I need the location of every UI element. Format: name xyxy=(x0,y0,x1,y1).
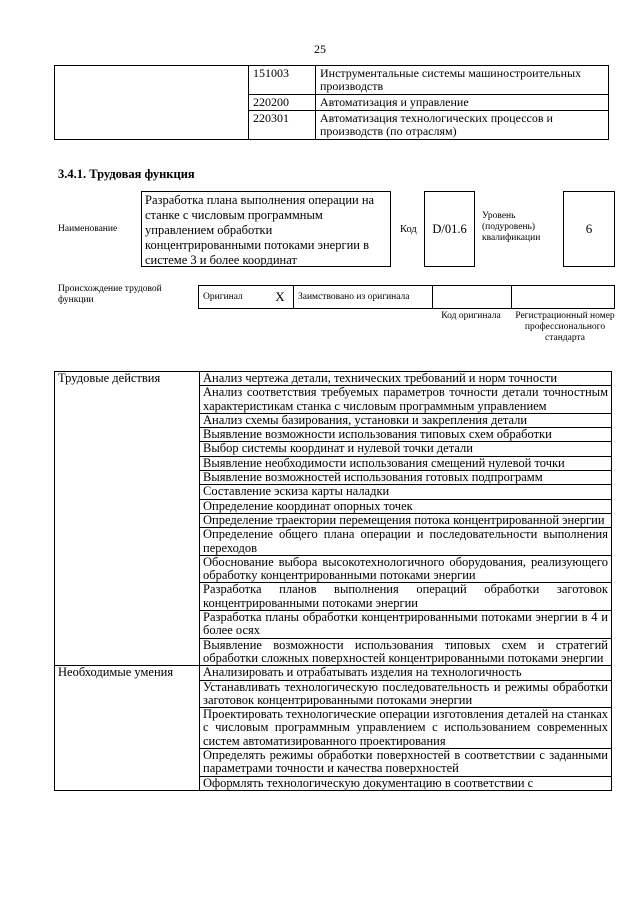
qualification-level: 6 xyxy=(563,191,615,267)
list-item: Выявление возможности использования типовых схем и стратегий обработки сложных поверхностей концентрированными потоками энергии xyxy=(200,638,612,666)
table-row xyxy=(199,286,615,309)
list-item: Проектировать технологические операции изготовления деталей на станках с числовым программным управлением с использованием современных систем автоматизированного проектирования xyxy=(200,708,612,749)
list-item: Анализ схемы базирования, установки и закрепления детали xyxy=(200,413,612,427)
level-label: Уровень (подуровень) квалификации xyxy=(482,211,541,243)
list-item: Определение траектории перемещения потока концентрированной энергии xyxy=(200,513,612,527)
spec-code: 220301 xyxy=(249,111,316,140)
specialties-table xyxy=(54,65,609,140)
function-code: D/01.6 xyxy=(424,191,475,267)
list-item: Определение координат опорных точек xyxy=(200,499,612,513)
empty-cell xyxy=(55,66,249,140)
list-item: Устанавливать технологическую последовательность и режимы обработки заготовок концентрированными потоками энергии xyxy=(200,680,612,708)
required-skills-label: Необходимые умения xyxy=(55,666,200,791)
list-item: Анализ соответствия требуемых параметров точности детали точностным характеристикам станка с числовым программным управлением xyxy=(200,386,612,414)
list-item: Выявление необходимости использования смещений нулевой точки xyxy=(200,456,612,470)
code-label: Код xyxy=(400,224,417,235)
reg-caption: Регистрационный номер профессионального стандарта xyxy=(515,311,615,343)
name-label: Наименование xyxy=(58,224,118,234)
borrowed-label: Заимствовано из оригинала xyxy=(294,286,433,309)
list-item: Анализировать и отрабатывать изделия на технологичность xyxy=(200,666,612,680)
spec-name: Автоматизация технологических процессов и производств (по отраслям) xyxy=(316,111,609,140)
spec-code: 151003 xyxy=(249,66,316,95)
list-item: Анализ чертежа детали, технических требований и норм точности xyxy=(200,372,612,386)
spec-name: Инструментальные системы машиностроительных производств xyxy=(316,66,609,95)
list-item: Выбор системы координат и нулевой точки детали xyxy=(200,442,612,456)
list-item: Выявление возможности использования типовых схем обработки xyxy=(200,428,612,442)
code-caption: Код оригинала xyxy=(441,311,501,321)
labor-actions-label: Трудовые действия xyxy=(55,372,200,666)
list-item: Выявление возможностей использования готовых подпрограмм xyxy=(200,471,612,485)
origin-table xyxy=(198,285,615,309)
origin-reg-cell xyxy=(512,286,615,309)
list-item: Обоснование выбора высокотехнологичного оборудования, реализующего обработку концентрированными потоками энергии xyxy=(200,555,612,583)
table-row xyxy=(55,666,612,680)
spec-code: 220200 xyxy=(249,95,316,111)
table-row xyxy=(55,66,609,95)
origin-label: Происхождение трудовой функции xyxy=(58,284,162,305)
function-name: Разработка плана выполнения операции на станке с числовым программным управлением обработки концентрированными потоками энергии в системе 3 и более координат xyxy=(141,191,391,267)
section-title: 3.4.1. Трудовая функция xyxy=(58,167,195,181)
list-item: Оформлять технологическую документацию в соответствии с xyxy=(200,776,612,790)
list-item: Составление эскиза карты наладки xyxy=(200,485,612,499)
table-row xyxy=(55,372,612,386)
requirements-table xyxy=(54,371,612,791)
page-number: 25 xyxy=(314,42,326,56)
original-mark: X xyxy=(267,286,294,309)
origin-code-cell xyxy=(433,286,512,309)
spec-name: Автоматизация и управление xyxy=(316,95,609,111)
list-item: Разработка планы обработки концентрированными потоками энергии в 4 и более осях xyxy=(200,611,612,639)
list-item: Разработка планов выполнения операций обработки заготовок концентрированными потоками энергии xyxy=(200,583,612,611)
list-item: Определять режимы обработки поверхностей в соответствии с заданными параметрами точности и качества поверхностей xyxy=(200,749,612,777)
original-label: Оригинал xyxy=(199,286,268,309)
list-item: Определение общего плана операции и последовательности выполнения переходов xyxy=(200,528,612,556)
